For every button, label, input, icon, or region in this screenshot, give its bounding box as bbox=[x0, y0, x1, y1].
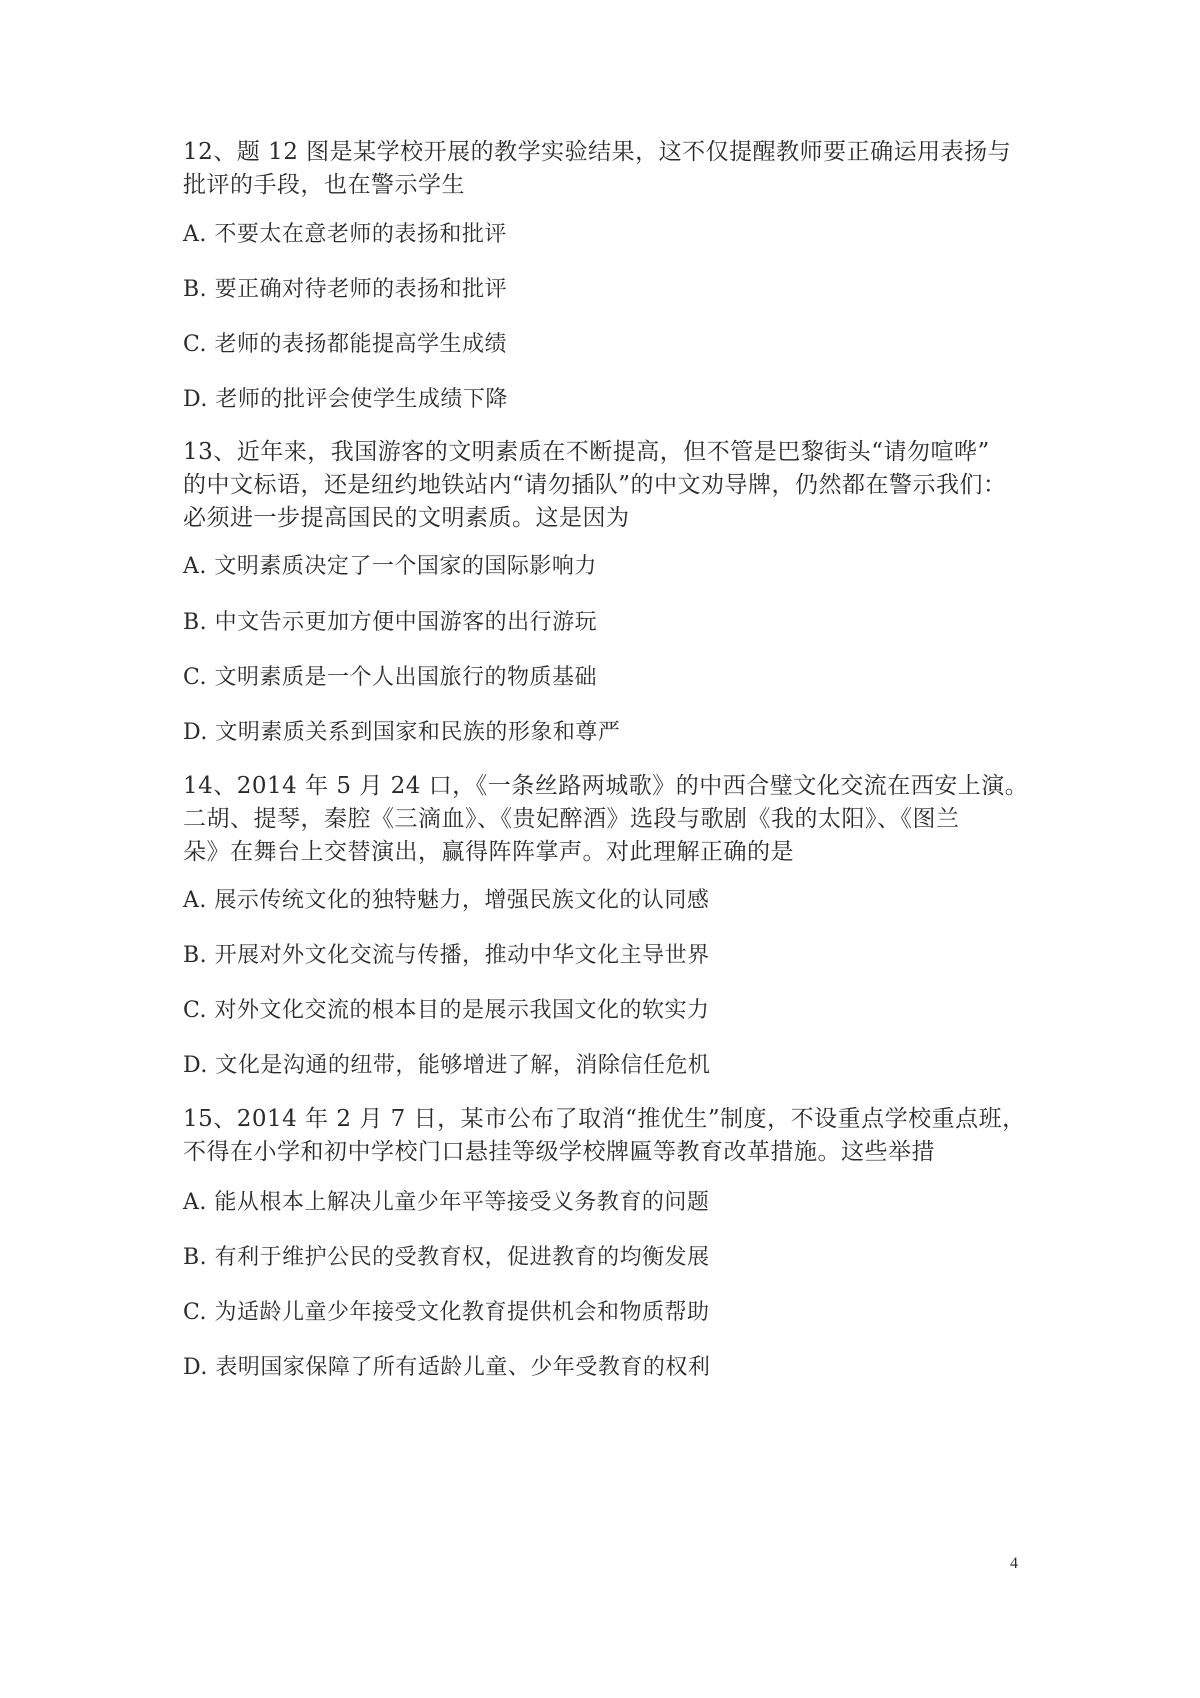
question-12-stem bbox=[183, 136, 1043, 202]
question-13-option-c: C. 文明素质是一个人出国旅行的物质基础 bbox=[183, 665, 598, 690]
question-15-option-a: A. 能从根本上解决儿童少年平等接受义务教育的问题 bbox=[183, 1190, 710, 1215]
question-13-option-b: B. 中文告示更加方便中国游客的出行游玩 bbox=[183, 610, 598, 635]
question-14-option-b: B. 开展对外文化交流与传播，推动中华文化主导世界 bbox=[183, 943, 710, 968]
stem-line: 12、题 12 图是某学校开展的教学实验结果，这不仅提醒教师要正确运用表扬与 bbox=[183, 139, 1012, 165]
question-13-option-a: A. 文明素质决定了一个国家的国际影响力 bbox=[183, 554, 597, 579]
question-12-option-c: C. 老师的表扬都能提高学生成绩 bbox=[183, 332, 508, 357]
question-15-option-b: B. 有利于维护公民的受教育权，促进教育的均衡发展 bbox=[183, 1245, 710, 1270]
stem-line: 批评的手段，也在警示学生 bbox=[183, 172, 465, 198]
question-15-option-c: C. 为适龄儿童少年接受文化教育提供机会和物质帮助 bbox=[183, 1300, 710, 1325]
stem-line: 15、2014 年 2 月 7 日，某市公布了取消“推优生”制度，不设重点学校重点班， bbox=[183, 1106, 1026, 1132]
stem-line: 朵》在舞台上交替演出，赢得阵阵掌声。对此理解正确的是 bbox=[183, 839, 794, 865]
question-13-option-d: D. 文明素质关系到国家和民族的形象和尊严 bbox=[183, 720, 621, 745]
question-14-option-c: C. 对外文化交流的根本目的是展示我国文化的软实力 bbox=[183, 998, 710, 1023]
stem-line: 二胡、提琴，秦腔《三滴血》、《贵妃醉酒》选段与歌剧《我的太阳》、《图兰 bbox=[183, 806, 960, 832]
stem-line: 13、近年来，我国游客的文明素质在不断提高，但不管是巴黎街头“请勿喧哗” bbox=[183, 439, 990, 465]
question-15-option-d: D. 表明国家保障了所有适龄儿童、少年受教育的权利 bbox=[183, 1355, 711, 1380]
stem-line: 14、2014 年 5 月 24 口，《一条丝路两城歌》的中西合璧文化交流在西安上演。 bbox=[183, 773, 1029, 799]
question-12-option-a: A. 不要太在意老师的表扬和批评 bbox=[183, 222, 507, 247]
stem-line: 必须进一步提高国民的文明素质。这是因为 bbox=[183, 505, 630, 531]
stem-line: 的中文标语，还是纽约地铁站内“请勿插队”的中文劝导牌，仍然都在警示我们： bbox=[183, 472, 1007, 498]
question-12-option-d: D. 老师的批评会使学生成绩下降 bbox=[183, 387, 508, 412]
question-14-option-d: D. 文化是沟通的纽带，能够增进了解，消除信任危机 bbox=[183, 1053, 711, 1078]
question-14-stem bbox=[183, 770, 1043, 869]
stem-line: 不得在小学和初中学校门口悬挂等级学校牌匾等教育改革措施。这些举措 bbox=[183, 1139, 935, 1165]
page-number: 4 bbox=[1010, 1555, 1018, 1572]
question-15-stem bbox=[183, 1103, 1043, 1169]
question-12-option-b: B. 要正确对待老师的表扬和批评 bbox=[183, 277, 508, 302]
question-13-stem bbox=[183, 436, 1043, 535]
question-14-option-a: A. 展示传统文化的独特魅力，增强民族文化的认同感 bbox=[183, 888, 710, 913]
